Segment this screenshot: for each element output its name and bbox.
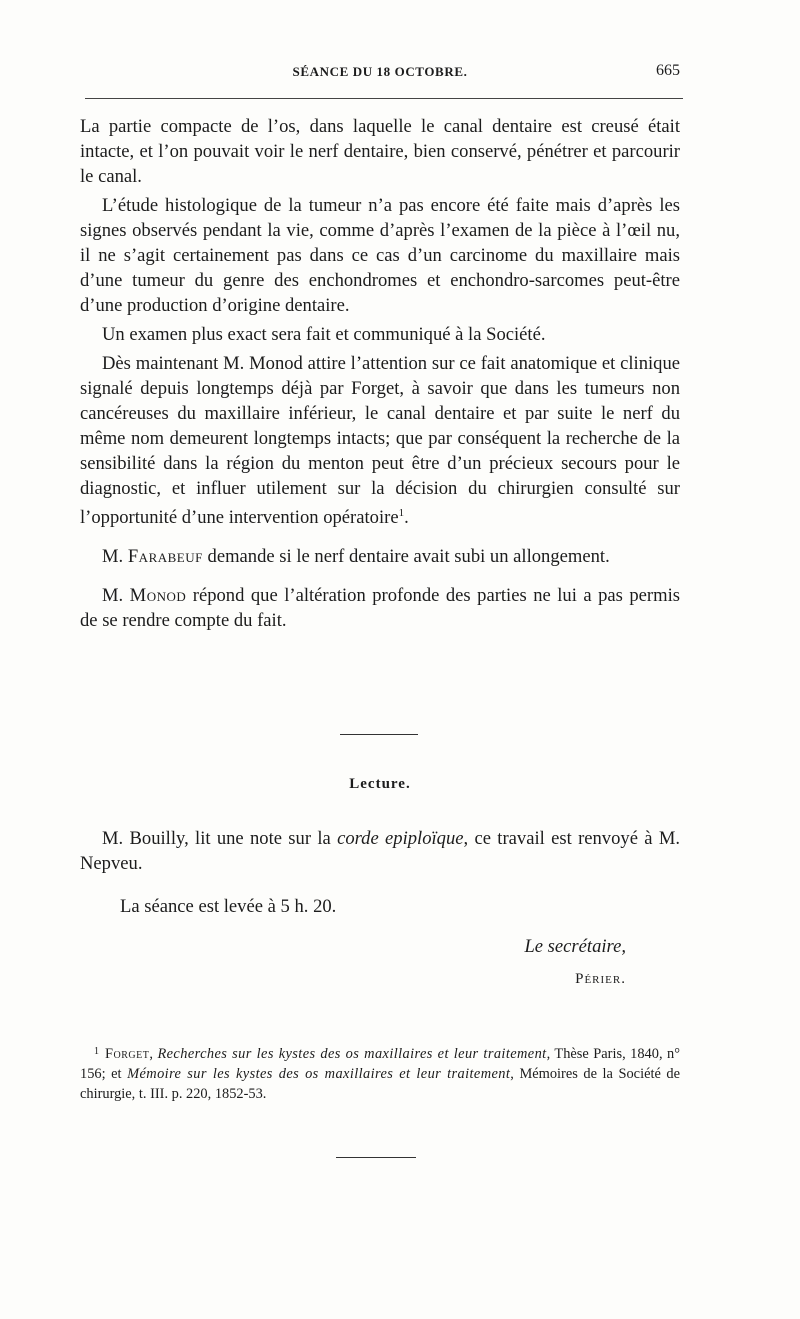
footnote-title-2: Mémoire sur les kystes des os maxillaires et leur traitement (127, 1066, 511, 1082)
page-header (80, 64, 680, 86)
end-divider (336, 1157, 416, 1158)
paragraph-5 (80, 544, 680, 569)
paragraph-1: La partie compacte de l’os, dans laquelle le canal dentaire est creusé était intacte, et l’on pouvait voir le nerf dentaire, bien conservé, pénétrer et parcourir le canal. (80, 116, 680, 187)
running-head: SÉANCE DU 18 OCTOBRE. (292, 64, 468, 79)
lecture-title: corde epiploïque (337, 828, 464, 849)
paragraph-2: L’étude histologique de la tumeur n’a pas encore été faite mais d’après les signes observés pendant la vie, comme d’après l’examen de la pièce à l’œil nu, il ne s’agit certainement pas dans ce cas d’un carcinome du maxillaire mais d’une tumeur du genre des enchondromes et enchondro-sarcomes peut-être d’une production d’origine dentaire. (80, 195, 680, 316)
lecture-text (80, 826, 680, 876)
signature-role: Le secrétaire, (524, 936, 626, 957)
footnote-author: Forget (105, 1046, 150, 1062)
footnote-end: , Mémoires de la Société de chirurgie, t. III. p. 220, 1852-53. (80, 1066, 680, 1102)
footnote-marker: 1 (94, 1046, 99, 1057)
speaker-name: Farabeuf (127, 546, 203, 567)
paragraph-4 (80, 351, 680, 530)
signature-block (80, 930, 626, 996)
paragraph-6-text: répond que l’altération profonde des parties ne lui a pas permis de se rendre compte du fait. (80, 585, 680, 631)
section-divider (340, 734, 418, 735)
paragraph-6-prefix: M. (102, 585, 130, 606)
lecture-text-after: , ce travail est renvoyé à M. Nepveu. (80, 828, 680, 874)
paragraph-5-text: demande si le nerf dentaire avait subi un allongement. (202, 546, 610, 567)
paragraph-5-prefix: M. (102, 546, 128, 567)
lecture-text-before: M. Bouilly, lit une note sur la (102, 828, 338, 849)
footnote-sep: , (149, 1046, 158, 1062)
session-closed-text: La séance est levée à 5 h. 20. (120, 896, 337, 917)
page-number: 665 (656, 62, 680, 79)
section-heading: Lecture. (349, 776, 411, 792)
closing-line (80, 896, 680, 918)
paragraph-3: Un examen plus exact sera fait et communiqué à la Société. (102, 324, 546, 345)
paragraph-6 (80, 583, 680, 633)
paragraph-4-text: Dès maintenant M. Monod attire l’attention sur ce fait anatomique et clinique signalé depuis longtemps déjà par Forget, à savoir que dans les tumeurs non cancéreuses du maxillaire inférieur, le canal dentaire et par suite le nerf du même nom demeurent longtemps intacts; que par conséquent la recherche de la sensibilité dans la région du menton peut être d’un précieux secours pour le diagnostic, et influer utilement sur la décision du chirurgien consulté sur l’opportunité d’une intervention opératoire (80, 353, 680, 528)
speaker-name: Monod (129, 585, 187, 606)
footnote-title-1: Recherches sur les kystes des os maxillaires et leur traitement (157, 1046, 547, 1062)
header-rule (85, 98, 683, 99)
footnote-middle: , Thèse Paris, 1840, n° 156; et (80, 1046, 680, 1082)
lecture-paragraph (80, 826, 680, 876)
main-text (80, 114, 680, 633)
footnote-reference[interactable]: 1 (398, 507, 405, 519)
paragraph-4-end: . (404, 507, 409, 528)
signature-name: Périer. (575, 971, 626, 987)
footnote (80, 1042, 680, 1104)
